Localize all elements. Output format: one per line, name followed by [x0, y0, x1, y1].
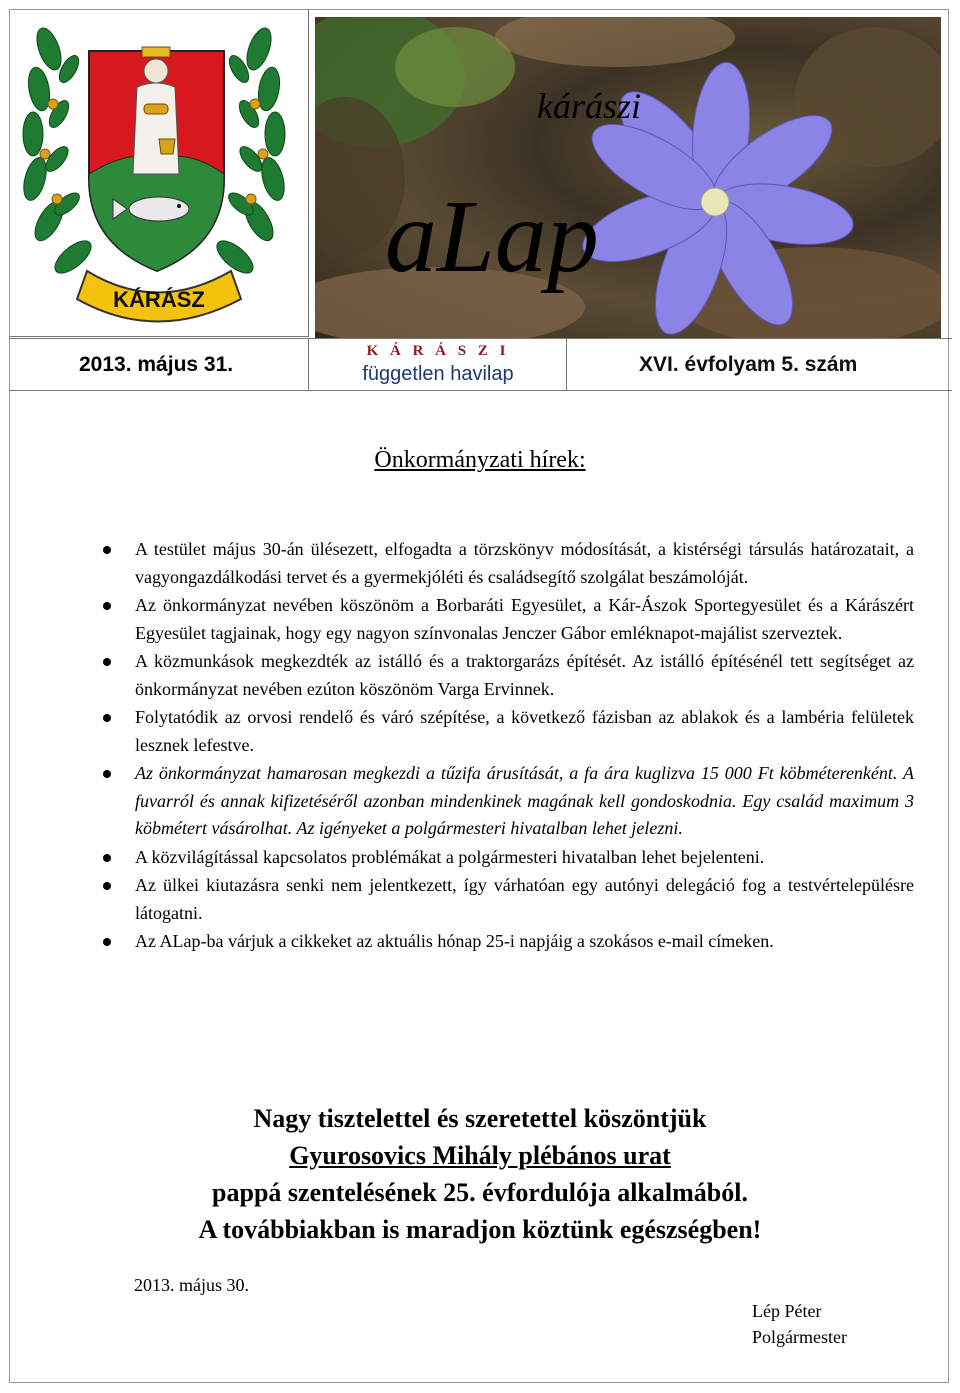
news-text: A közvilágítással kapcsolatos problémákat a polgármesteri hivatalban lehet bejelenteni. [135, 846, 765, 867]
news-item [103, 760, 914, 843]
flower-center [701, 188, 729, 216]
bullet-icon [103, 658, 111, 666]
greeting-line-4: A továbbiakban is maradjon köztünk egészségben! [198, 1215, 762, 1244]
bullet-icon [103, 602, 111, 610]
news-item [103, 704, 914, 759]
publication-cell [309, 339, 567, 390]
news-text: Az önkormányzat hamarosan megkezdi a tűzifa árusítását, a fa ára kuglizva 15 000 Ft köbméterenként. A fuvarról és annak kifizetéséről azonban mindenkinek magának kell gondoskodnia. Egy család maximum 3 köbmétert vásárolhat. Az igényeket a polgármesteri hivatalban lehet jelezni. [135, 763, 914, 838]
news-text: A testület május 30-án ülésezett, elfogadta a törzskönyv módosítását, a kistérségi társulás határozatait, a vagyongazdálkodási tervet és a gyermekjóléti és családsegítő szolgálat beszámolóját. [135, 539, 914, 587]
banner-text: KÁRÁSZ [113, 287, 205, 312]
publication-subtitle: független havilap [362, 363, 514, 385]
signer-title: Polgármester [752, 1327, 847, 1347]
news-item [103, 592, 914, 647]
bullet-icon [103, 938, 111, 946]
issue-date-cell [9, 339, 309, 390]
news-item [103, 872, 914, 927]
bullet-icon [103, 546, 111, 554]
wreath-left [20, 25, 97, 279]
coat-of-arms-logo [9, 9, 309, 337]
flower-photo [315, 17, 941, 339]
coat-of-arms-cell [9, 9, 309, 337]
publication-name: K Á R Á S Z I [366, 343, 510, 359]
news-item [103, 928, 914, 956]
signature-block [752, 1298, 847, 1350]
bullet-icon [103, 882, 111, 890]
news-text: A közmunkások megkezdték az istálló és a traktorgarázs építését. Az istálló építésénél tett segítséget az önkormányzat nevében ezúton köszönöm Varga Ervinnek. [135, 651, 914, 699]
masthead-header [9, 9, 952, 391]
bullet-icon [103, 714, 111, 722]
issue-date: 2013. május 31. [79, 353, 234, 376]
greeting-honoree: Gyurosovics Mihály plébános urat [289, 1141, 671, 1170]
signer-name: Lép Péter [752, 1301, 822, 1321]
bullet-icon [103, 770, 111, 778]
news-item [103, 844, 914, 872]
volume-number: XVI. évfolyam 5. szám [639, 353, 858, 376]
signature-date: 2013. május 30. [134, 1275, 249, 1295]
greeting-block [180, 1100, 780, 1248]
greeting-line-1: Nagy tisztelettel és szeretettel köszöntjük [253, 1104, 707, 1133]
news-text: Az ülkei kiutazásra senki nem jelentkezett, így várhatóan egy autónyi delegáció fog a testvértelepülésre látogatni. [135, 875, 914, 923]
news-text: Folytatódik az orvosi rendelő és váró szépítése, a következő fázisban az ablakok és a lambéria felületek lesznek lefestve. [135, 707, 914, 755]
greeting-line-3: pappá szentelésének 25. évfordulója alkalmából. [212, 1178, 748, 1207]
news-item [103, 648, 914, 703]
news-list [103, 536, 914, 957]
news-item [103, 536, 914, 591]
bullet-icon [103, 854, 111, 862]
masthead-kicker: kárászi [537, 86, 642, 126]
news-text: Az ALap-ba várjuk a cikkeket az aktuális hónap 25-i napjáig a szokásos e-mail címeken. [135, 931, 774, 951]
masthead-title: aLap [385, 179, 599, 294]
issue-info-row [9, 338, 952, 391]
news-text: Az önkormányzat nevében köszönöm a Borbaráti Egyesület, a Kár-Ászok Sportegyesület és a Kárászért Egyesület tagjainak, hogy egy nagyon színvonalas Jenczer Gábor emléknapot-majálist szerveztek. [135, 595, 914, 643]
volume-cell [567, 339, 952, 390]
section-title: Önkormányzati hírek: [374, 447, 586, 473]
